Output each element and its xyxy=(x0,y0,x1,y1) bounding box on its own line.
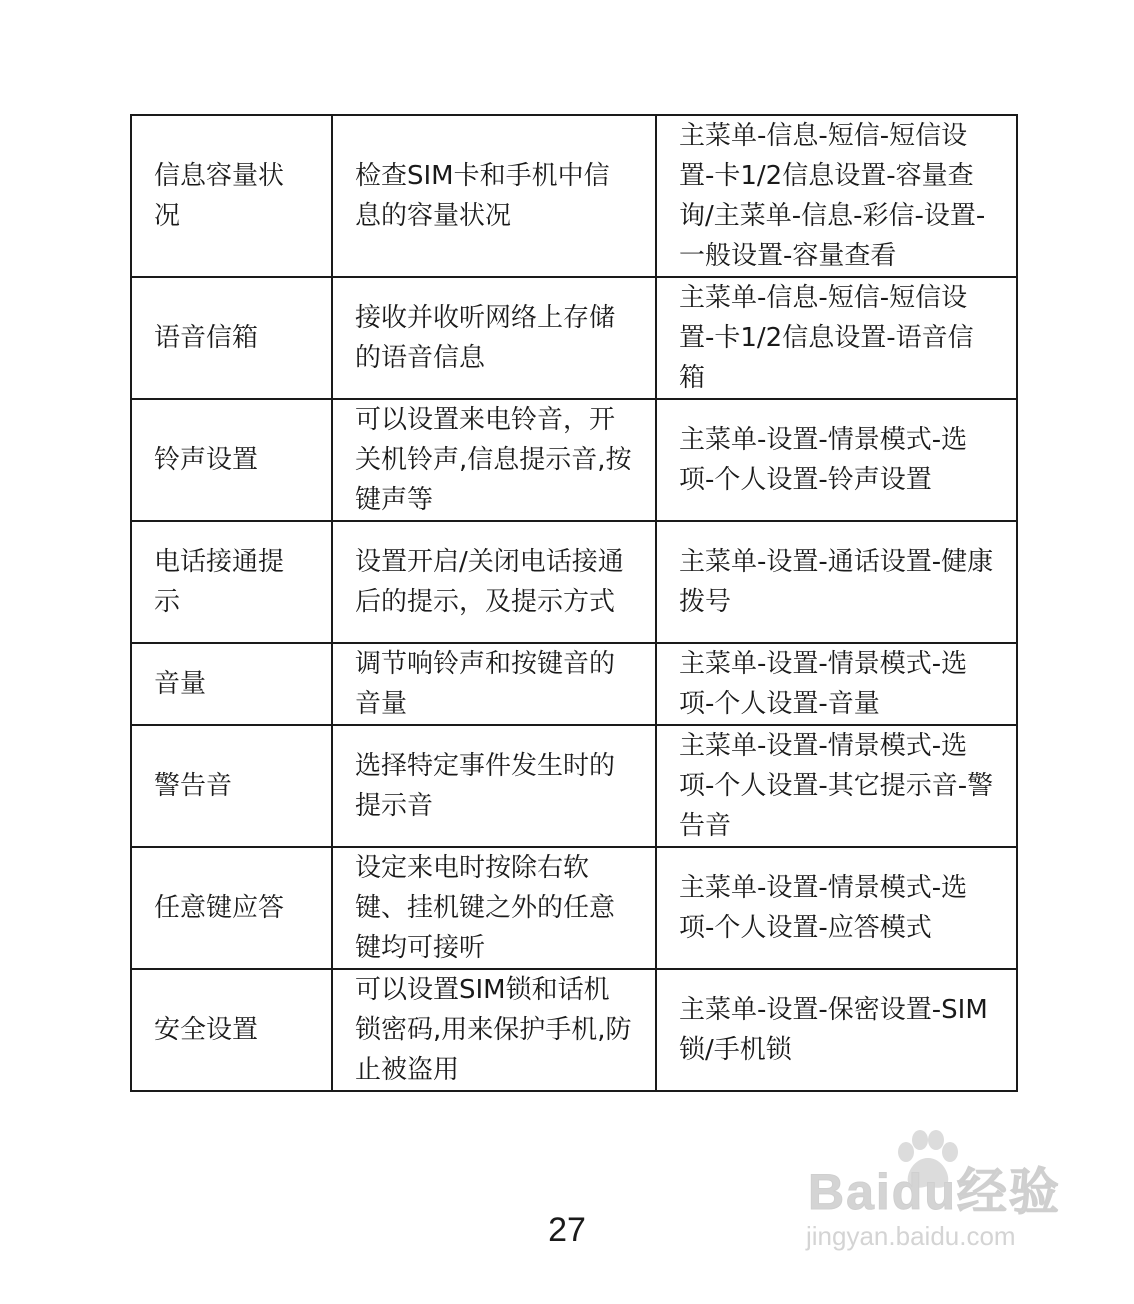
menu-path-cell: 主菜单-设置-通话设置-健康拨号 xyxy=(656,521,1017,643)
description-cell: 设置开启/关闭电话接通后的提示，及提示方式 xyxy=(332,521,656,643)
page-number: 27 xyxy=(548,1211,586,1249)
menu-path-cell: 主菜单-信息-短信-短信设置-卡1/2信息设置-容量查询/主菜单-信息-彩信-设置-一般设置-容量查看 xyxy=(656,115,1017,277)
table-row xyxy=(131,847,1017,969)
description-cell: 检查SIM卡和手机中信息的容量状况 xyxy=(332,115,656,277)
menu-path-cell: 主菜单-设置-情景模式-选项-个人设置-铃声设置 xyxy=(656,399,1017,521)
feature-cell: 警告音 xyxy=(131,725,332,847)
table-row xyxy=(131,115,1017,277)
menu-path-cell: 主菜单-设置-保密设置-SIM锁/手机锁 xyxy=(656,969,1017,1091)
feature-cell: 语音信箱 xyxy=(131,277,332,399)
menu-path-cell: 主菜单-设置-情景模式-选项-个人设置-音量 xyxy=(656,643,1017,725)
table-row xyxy=(131,969,1017,1091)
description-cell: 可以设置来电铃音，开关机铃声,信息提示音,按键声等 xyxy=(332,399,656,521)
feature-cell: 铃声设置 xyxy=(131,399,332,521)
feature-cell: 安全设置 xyxy=(131,969,332,1091)
menu-path-cell: 主菜单-设置-情景模式-选项-个人设置-其它提示音-警告音 xyxy=(656,725,1017,847)
table-row xyxy=(131,399,1017,521)
feature-cell: 信息容量状况 xyxy=(131,115,332,277)
description-cell: 接收并收听网络上存储的语音信息 xyxy=(332,277,656,399)
feature-cell: 音量 xyxy=(131,643,332,725)
watermark-url: jingyan.baidu.com xyxy=(806,1221,1016,1251)
watermark-brand: Baidu经验 xyxy=(808,1164,1061,1220)
description-cell: 可以设置SIM锁和话机锁密码,用来保护手机,防止被盗用 xyxy=(332,969,656,1091)
description-cell: 设定来电时按除右软键、挂机键之外的任意键均可接听 xyxy=(332,847,656,969)
table-row xyxy=(131,277,1017,399)
table-row xyxy=(131,643,1017,725)
menu-path-cell: 主菜单-信息-短信-短信设置-卡1/2信息设置-语音信箱 xyxy=(656,277,1017,399)
feature-cell: 任意键应答 xyxy=(131,847,332,969)
table-row xyxy=(131,725,1017,847)
settings-table xyxy=(130,114,1018,1092)
description-cell: 选择特定事件发生时的提示音 xyxy=(332,725,656,847)
table-row xyxy=(131,521,1017,643)
menu-path-cell: 主菜单-设置-情景模式-选项-个人设置-应答模式 xyxy=(656,847,1017,969)
description-cell: 调节响铃声和按键音的音量 xyxy=(332,643,656,725)
feature-cell: 电话接通提示 xyxy=(131,521,332,643)
